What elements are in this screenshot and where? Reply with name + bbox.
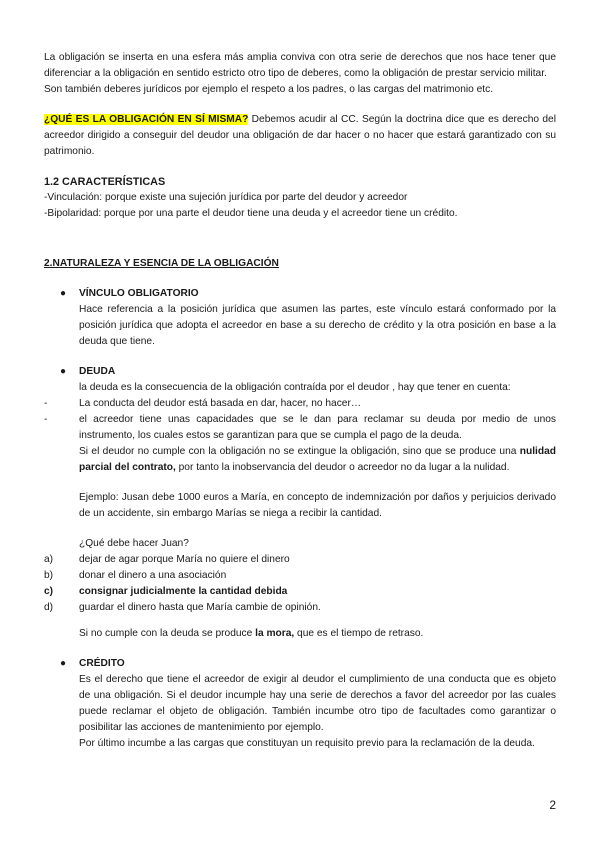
bullet-icon: ● [60,288,67,299]
deuda-nulidad-paragraph: Si el deudor no cumple con la obligación no se extingue la obligación, sino que se produce una nulidad parcial del contrato, por tanto la inobservancia del deudor o acreedor no da lugar a la nulidad. [79,446,556,473]
option-b: b) donar el dinero a una asociación [44,570,227,581]
document-page [44,50,556,752]
caracteristica-vinculacion: -Vinculación: porque existe una sujeción jurídica por parte del deudor y acreedor [44,192,408,203]
question-highlight: ¿QUÉ ES LA OBLIGACIÓN EN SÍ MISMA? [44,114,249,125]
vinculo-text: Hace referencia a la posición jurídica que asumen las partes, este vínculo estará conformado por la posición jurídica que adopta el acreedor en base a su derecho de crédito y la otra posición en base a la deuda que tiene. [79,304,556,347]
nulidad-bold: nulidad parcial del contrato, [79,446,556,473]
credito-text-1: Es el derecho que tiene el acreedor de exigir al deudor el cumplimiento de una conducta que es objeto de una obligación. Si el deudor incumple hay una serie de derechos a favor del acreedor por las cuales puede reclamar el objeto de obligación. También incumbe otro tipo de facultades como garantizar o posibilitar las acciones de mantenimiento por ejemplo. [79,674,556,733]
caracteristica-bipolaridad: -Bipolaridad: porque por una parte el deudor tiene una deuda y el acreedor tiene un crédito. [44,208,458,219]
deuda-ejemplo: Ejemplo: Jusan debe 1000 euros a María, en concepto de indemnización por daños y perjuicios derivado de un accidente, sin embargo Marías se niega a recibir la cantidad. [79,492,556,519]
intro-paragraph-2: Son también deberes jurídicos por ejemplo el respeto a los padres, o las cargas del matrimonio etc. [44,84,494,95]
credito-heading: ● CRÉDITO [44,656,556,672]
deuda-dash-item: - el acreedor tiene unas capacidades que se le dan para reclamar su deuda por medio de unos instrumento, los cuales estos se garantizan para que se cumpla el pago de la deuda. [44,414,556,441]
intro-paragraph-1: La obligación se inserta en una esfera más amplia conviva con otra serie de derechos que nos hace tener que diferenciar a la obligación en sentido estricto otro tipo de deberes, como la obligación de prestar servicio militar. [44,52,556,79]
bullet-icon: ● [60,366,67,377]
option-d: d) guardar el dinero hasta que María cambie de opinión. [44,602,321,613]
question-paragraph [44,112,556,160]
page-number: 2 [549,798,556,812]
caracteristicas-heading: 1.2 CARACTERÍSTICAS [44,176,166,188]
vinculo-heading: ● VÍNCULO OBLIGATORIO [44,286,556,302]
bullet-icon: ● [60,658,67,669]
naturaleza-heading: 2.NATURALEZA Y ESENCIA DE LA OBLIGACIÓN [44,258,279,269]
deuda-intro: la deuda es la consecuencia de la obligación contraída por el deudor , hay que tener en cuenta: [79,382,511,393]
option-a: a) dejar de agar porque María no quiere el dinero [44,554,290,565]
question-text: Debemos acudir al CC. Según la doctrina dice que es derecho del acreedor dirigido a conseguir del deudor una obligación de dar hacer o no hacer que estará garantizado con su patrimonio. [44,114,556,157]
deuda-heading: ● DEUDA [44,364,556,380]
credito-text-2: Por último incumbe a las cargas que constituyan un requisito previo para la reclamación de la deuda. [79,738,535,749]
deuda-mora-paragraph: Si no cumple con la deuda se produce la mora, que es el tiempo de retraso. [79,628,424,639]
deuda-pregunta: ¿Qué debe hacer Juan? [79,538,189,549]
option-c: c) consignar judicialmente la cantidad debida [44,586,288,597]
mora-bold: la mora, [255,628,295,639]
deuda-dash-item: - La conducta del deudor está basada en dar, hacer, no hacer… [44,398,362,409]
